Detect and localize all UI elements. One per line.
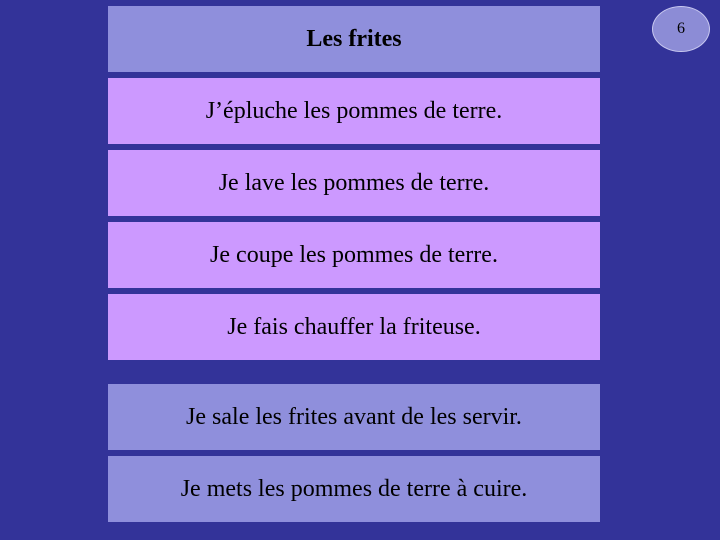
slide-number: 6 [677, 20, 685, 37]
slide-title: Les frites [306, 25, 402, 52]
step-card-3[interactable] [108, 222, 600, 288]
step-card-1[interactable] [108, 78, 600, 144]
step-card-4[interactable] [108, 294, 600, 360]
step-text: Je sale les frites avant de les servir. [186, 403, 522, 430]
step-text: Je coupe les pommes de terre. [210, 241, 498, 268]
step-text: Je mets les pommes de terre à cuire. [180, 475, 528, 502]
step-card-5[interactable] [108, 384, 600, 450]
title-box [108, 6, 600, 72]
step-text: Je lave les pommes de terre. [218, 169, 490, 196]
slide-number-badge [652, 6, 710, 52]
step-card-2[interactable] [108, 150, 600, 216]
step-text: J’épluche les pommes de terre. [205, 97, 503, 124]
step-card-6[interactable] [108, 456, 600, 522]
step-text: Je fais chauffer la friteuse. [227, 313, 481, 340]
